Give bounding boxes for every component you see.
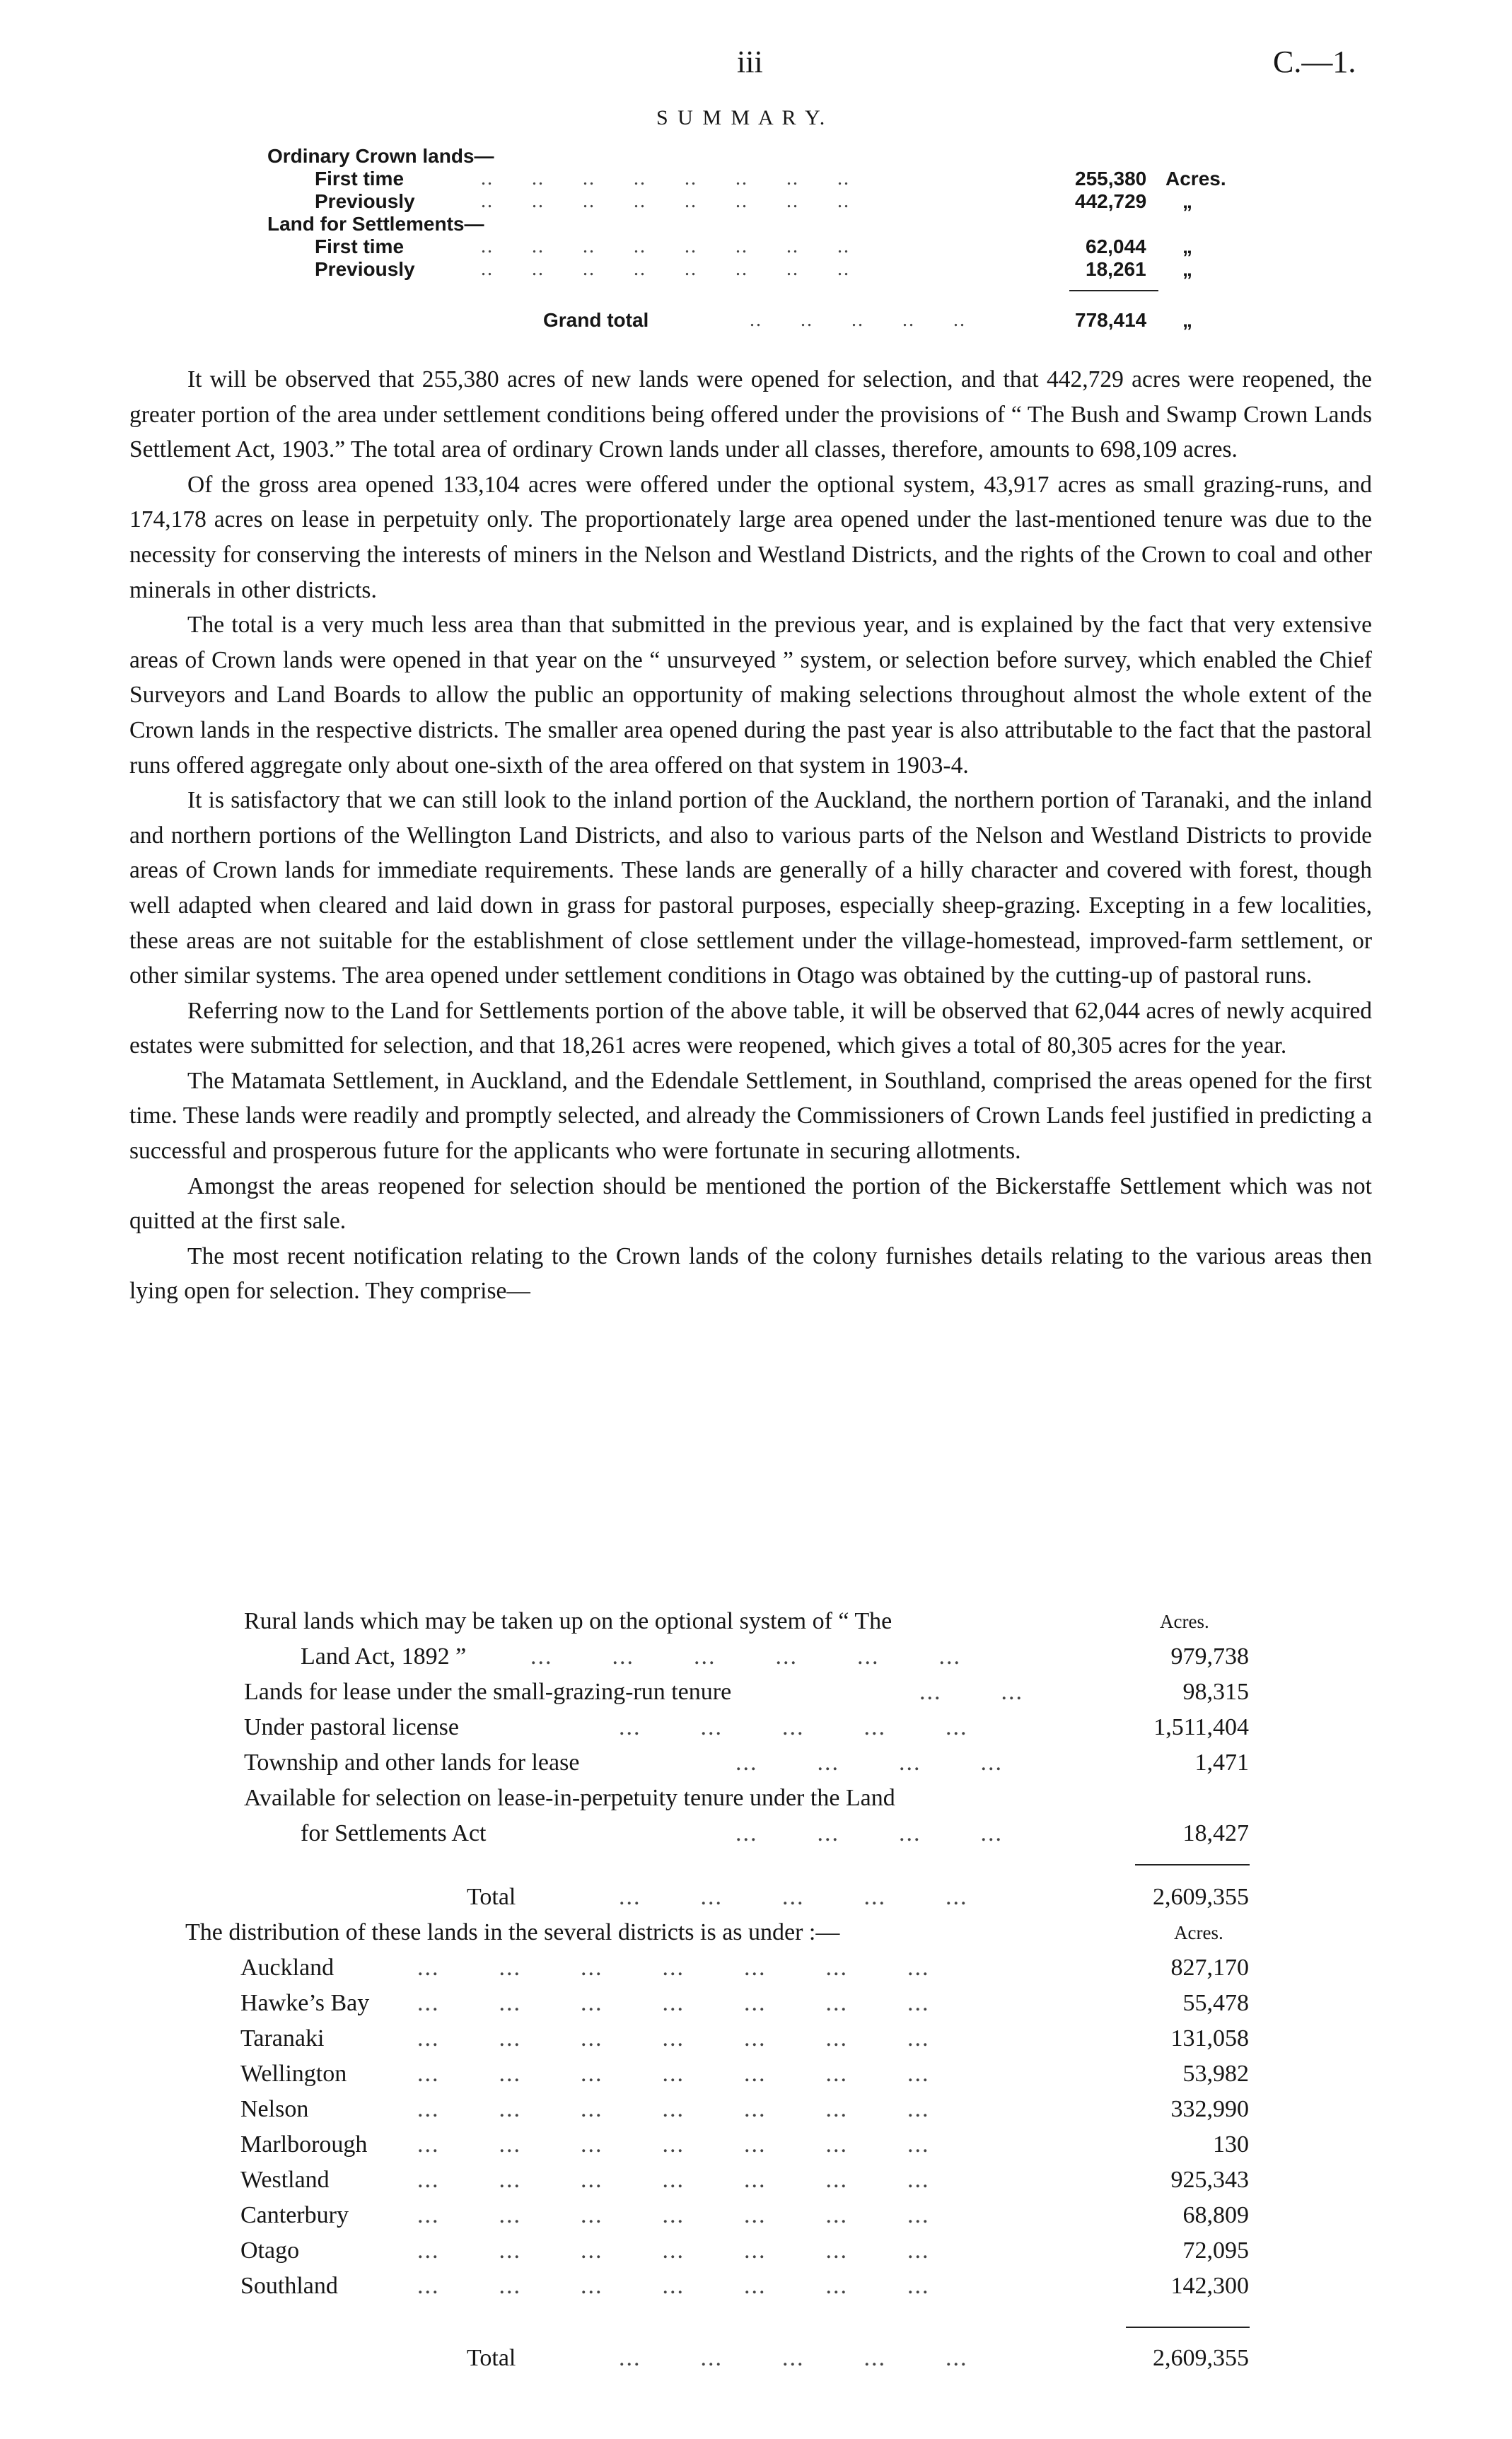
crown-first-value: 255,380: [1075, 168, 1147, 190]
distribution-total-label: Total: [467, 2345, 516, 2371]
leader-dots: ... ... ... ... ...: [619, 1714, 968, 1740]
leader-dots: ... ... ... ...: [735, 1820, 1003, 1846]
settle-previously-label: Previously: [315, 258, 415, 280]
district-name: Nelson: [240, 2096, 309, 2122]
township-lands-value: 1,471: [1194, 1750, 1249, 1776]
page-number: iii: [737, 45, 763, 79]
paragraph: Of the gross area opened 133,104 acres were offered under the optional system, 43,917 acres as small grazing-runs, and 174,178 acres on lease in perpetuity only. The proportionately large area opened under the last-mentioned tenure was due to the necessity for conserving the interests of miners in the Nelson and Westland Districts, and the rights of the Crown to coal and other minerals in other districts.: [129, 471, 1372, 603]
ditto-mark: „: [1182, 235, 1192, 257]
leader-dots: ... ... ... ...: [735, 1750, 1003, 1776]
pastoral-license-label: Under pastoral license: [244, 1714, 459, 1740]
sum-rule: [1135, 1864, 1250, 1865]
settlements-heading: Land for Settlements—: [267, 213, 484, 235]
open-lands-total-value: 2,609,355: [1153, 1884, 1249, 1910]
rural-lands-value: 979,738: [1170, 1643, 1249, 1670]
district-acres: 131,058: [1170, 2025, 1249, 2051]
sum-rule: [1126, 2327, 1250, 2328]
district-acres: 55,478: [1182, 1990, 1249, 2016]
district-name: Taranaki: [240, 2025, 325, 2051]
leader-dots: ... ... ... ... ... ... ...: [417, 2025, 930, 2051]
lease-perpetuity-label: Available for selection on lease-in-perpetuity tenure under the Land: [244, 1785, 895, 1811]
leader-dots: ... ... ... ... ... ... ...: [417, 2167, 930, 2193]
rural-lands-label: Rural lands which may be taken up on the optional system of “ The: [244, 1608, 892, 1634]
township-lands-label: Township and other lands for lease: [244, 1750, 580, 1776]
district-acres: 142,300: [1170, 2273, 1249, 2299]
grand-total-value: 778,414: [1075, 309, 1147, 331]
district-name: Marlborough: [240, 2131, 368, 2158]
crown-previously-label: Previously: [315, 190, 415, 212]
settle-previously-value: 18,261: [1086, 258, 1146, 280]
leader-dots: ... ... ... ... ... ... ...: [417, 2131, 930, 2158]
ditto-mark: „: [1182, 258, 1192, 280]
ditto-mark: „: [1182, 190, 1192, 212]
paragraph: Amongst the areas reopened for selection should be mentioned the portion of the Bickerstaffe Settlement which was not quitted at the first sale.: [129, 1172, 1372, 1235]
acres-unit: Acres.: [1160, 1611, 1209, 1632]
summary-title: S U M M A R Y.: [656, 106, 827, 129]
district-name: Hawke’s Bay: [240, 1990, 370, 2016]
district-acres: 72,095: [1182, 2237, 1249, 2264]
leader-dots: ... ... ... ... ... ...: [530, 1643, 961, 1670]
leader-dots: ... ... ... ... ... ... ...: [417, 1955, 930, 1981]
district-acres: 827,170: [1170, 1955, 1249, 1981]
leader-dots: .. .. .. .. .. .. .. ..: [481, 235, 850, 257]
district-name: Wellington: [240, 2061, 347, 2087]
district-acres: 130: [1213, 2131, 1249, 2158]
district-name: Otago: [240, 2237, 300, 2264]
district-name: Westland: [240, 2167, 330, 2193]
lease-perpetuity-value: 18,427: [1182, 1820, 1249, 1846]
grazing-run-label: Lands for lease under the small-grazing-run tenure: [244, 1679, 732, 1705]
report-reference: C.—1.: [1273, 45, 1356, 79]
leader-dots: .. .. .. .. ..: [750, 309, 966, 331]
district-acres: 68,809: [1182, 2202, 1249, 2228]
leader-dots: ... ... ... ... ... ... ...: [417, 2237, 930, 2264]
leader-dots: ... ... ... ... ...: [619, 2345, 968, 2371]
leader-dots: ... ... ... ... ... ... ...: [417, 2096, 930, 2122]
rural-lands-label-cont: Land Act, 1892 ”: [301, 1643, 467, 1670]
district-acres: 332,990: [1170, 2096, 1249, 2122]
pastoral-license-value: 1,511,404: [1153, 1714, 1249, 1740]
paragraph: It is satisfactory that we can still look to the inland portion of the Auckland, the northern portion of Taranaki, and the inland and northern portions of the Wellington Land Districts, and also to various parts of the Nelson and Westland Districts to provide areas of Crown lands for immediate requirements. These lands are generally of a hilly character and covered with forest, though well adapted when cleared and laid down in grass for pastoral purposes, especially sheep-grazing. Excepting in a few localities, these areas are not suitable for the establishment of close settlement under the village-homestead, improved-farm settlement, or other similar systems. The area opened under settlement conditions in Otago was obtained by the cutting-up of pastoral runs.: [129, 787, 1372, 989]
open-lands-total-label: Total: [467, 1884, 516, 1910]
district-acres: 53,982: [1182, 2061, 1249, 2087]
leader-dots: ... ... ... ... ... ... ...: [417, 1990, 930, 2016]
acres-unit: Acres.: [1174, 1922, 1223, 1943]
distribution-intro: The distribution of these lands in the several districts is as under :—: [185, 1919, 840, 1945]
leader-dots: ... ... ... ... ... ... ...: [417, 2273, 930, 2299]
distribution-total-value: 2,609,355: [1153, 2345, 1249, 2371]
ditto-mark: „: [1182, 309, 1192, 331]
settle-first-label: First time: [315, 235, 405, 257]
paragraph: Referring now to the Land for Settlements portion of the above table, it will be observed that 62,044 acres of newly acquired estates were submitted for selection, and that 18,261 acres were reopened, which gives a total of 80,305 acres for the year.: [129, 997, 1372, 1059]
district-name: Canterbury: [240, 2202, 349, 2228]
leader-dots: ... ... ... ... ...: [619, 1884, 968, 1910]
crown-lands-heading: Ordinary Crown lands—: [267, 145, 494, 167]
grand-total-label: Grand total: [543, 309, 649, 331]
grazing-run-value: 98,315: [1182, 1679, 1249, 1705]
lease-perpetuity-label-cont: for Settlements Act: [301, 1820, 487, 1846]
district-name: Southland: [240, 2273, 338, 2299]
leader-dots: .. .. .. .. .. .. .. ..: [481, 168, 850, 190]
district-acres: 925,343: [1170, 2167, 1249, 2193]
settle-first-value: 62,044: [1086, 235, 1146, 257]
leader-dots: ... ... ... ... ... ... ...: [417, 2202, 930, 2228]
paragraph: The most recent notification relating to the Crown lands of the colony furnishes details relating to the various areas then lying open for selection. They comprise—: [129, 1242, 1372, 1305]
sum-rule: [1069, 290, 1158, 291]
leader-dots: .. .. .. .. .. .. .. ..: [481, 190, 850, 212]
district-name: Auckland: [240, 1955, 335, 1981]
body-text: [129, 362, 1372, 1309]
paragraph: It will be observed that 255,380 acres of new lands were opened for selection, and that 442,729 acres were reopened, the greater portion of the area under settlement conditions being offered under the provisions of “ The Bush and Swamp Crown Lands Settlement Act, 1903.” The total area of ordinary Crown lands under all classes, therefore, amounts to 698,109 acres.: [129, 366, 1372, 463]
paragraph: The Matamata Settlement, in Auckland, and the Edendale Settlement, in Southland, comprised the areas opened for the first time. These lands were readily and promptly selected, and already the Commissioners of Crown Lands feel justified in predicting a successful and prosperous future for the applicants who were fortunate in securing allotments.: [129, 1067, 1372, 1165]
leader-dots: ... ... ... ... ... ... ...: [417, 2061, 930, 2087]
acres-unit: Acres.: [1165, 168, 1226, 190]
leader-dots: .. .. .. .. .. .. .. ..: [481, 258, 850, 280]
crown-first-label: First time: [315, 168, 405, 190]
paragraph: The total is a very much less area than that submitted in the previous year, and is explained by the fact that very extensive areas of Crown lands were opened in that year on the “ unsurveyed ” system, or selection before survey, which enabled the Chief Surveyors and Land Boards to allow the public an opportunity of making selections throughout almost the whole extent of the Crown lands in the respective districts. The smaller area opened during the past year is also attributable to the fact that the pastoral runs offered aggregate only about one-sixth of the area offered on that system in 1903-4.: [129, 612, 1372, 779]
leader-dots: ... ...: [919, 1679, 1023, 1705]
crown-previously-value: 442,729: [1075, 190, 1147, 212]
